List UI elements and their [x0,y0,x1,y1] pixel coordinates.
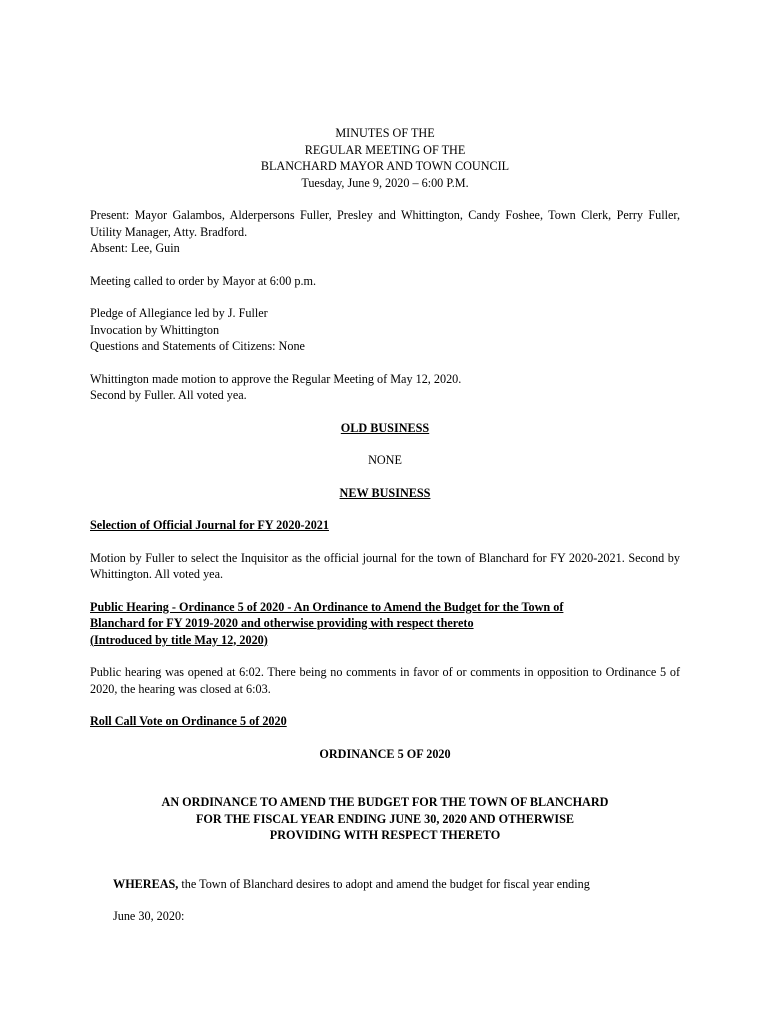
journal-heading: Selection of Official Journal for FY 2020-2021 [90,518,329,532]
citizen-questions: Questions and Statements of Citizens: None [90,339,305,353]
hearing-heading-line: Blanchard for FY 2019-2020 and otherwise providing with respect thereto [90,616,474,630]
old-business-heading: OLD BUSINESS [340,420,430,435]
minutes-page [90,125,680,925]
fiscal-date-line: June 30, 2020: [113,909,185,923]
ordinance-title: ORDINANCE 5 OF 2020 [319,746,451,761]
header-title: MINUTES OF THE [335,126,435,140]
hearing-heading-line: Public Hearing - Ordinance 5 of 2020 - An Ordinance to Amend the Budget for the Town of [90,599,564,614]
ordinance-subtitle-line: PROVIDING WITH RESPECT THERETO [269,828,501,842]
whereas-clause [90,876,680,893]
whereas-label: WHEREAS, [113,876,179,891]
document-header [90,125,680,191]
minutes-motion: Whittington made motion to approve the Regular Meeting of May 12, 2020. [90,371,462,386]
hearing-text: Public hearing was opened at 6:02. There being no comments in favor of or comments in opposition to Ordinance 5 of 2020, the hearing was closed at 6:03. [90,665,680,696]
whereas-text: the Town of Blanchard desires to adopt and amend the budget for fiscal year ending [178,876,590,891]
old-business-content: NONE [368,453,402,467]
present-list: Present: Mayor Galambos, Alderpersons Fuller, Presley and Whittington, Candy Foshee, Town Clerk, Perry Fuller, Utility Manager, Atty. Bradford. [90,208,680,239]
hearing-heading [90,599,680,649]
new-business-heading: NEW BUSINESS [339,485,431,500]
header-date: Tuesday, June 9, 2020 – 6:00 P.M. [301,175,469,190]
absent-list: Absent: Lee, Guin [90,241,180,255]
header-meeting-type: REGULAR MEETING OF THE [304,142,466,157]
call-to-order: Meeting called to order by Mayor at 6:00 p.m. [90,273,317,288]
minutes-second: Second by Fuller. All voted yea. [90,388,247,402]
ordinance-subtitle [90,794,680,844]
invocation: Invocation by Whittington [90,322,220,337]
ordinance-subtitle-line: FOR THE FISCAL YEAR ENDING JUNE 30, 2020 AND OTHERWISE [195,811,575,826]
hearing-heading-line: (Introduced by title May 12, 2020) [90,632,268,647]
ordinance-subtitle-line: AN ORDINANCE TO AMEND THE BUDGET FOR THE TOWN OF BLANCHARD [161,795,609,809]
header-body: BLANCHARD MAYOR AND TOWN COUNCIL [260,159,510,173]
pledge: Pledge of Allegiance led by J. Fuller [90,306,268,320]
roll-call-heading: Roll Call Vote on Ordinance 5 of 2020 [90,714,287,728]
journal-motion: Motion by Fuller to select the Inquisitor as the official journal for the town of Blanchard for FY 2020-2021. Second by Whittington. All voted yea. [90,550,680,581]
